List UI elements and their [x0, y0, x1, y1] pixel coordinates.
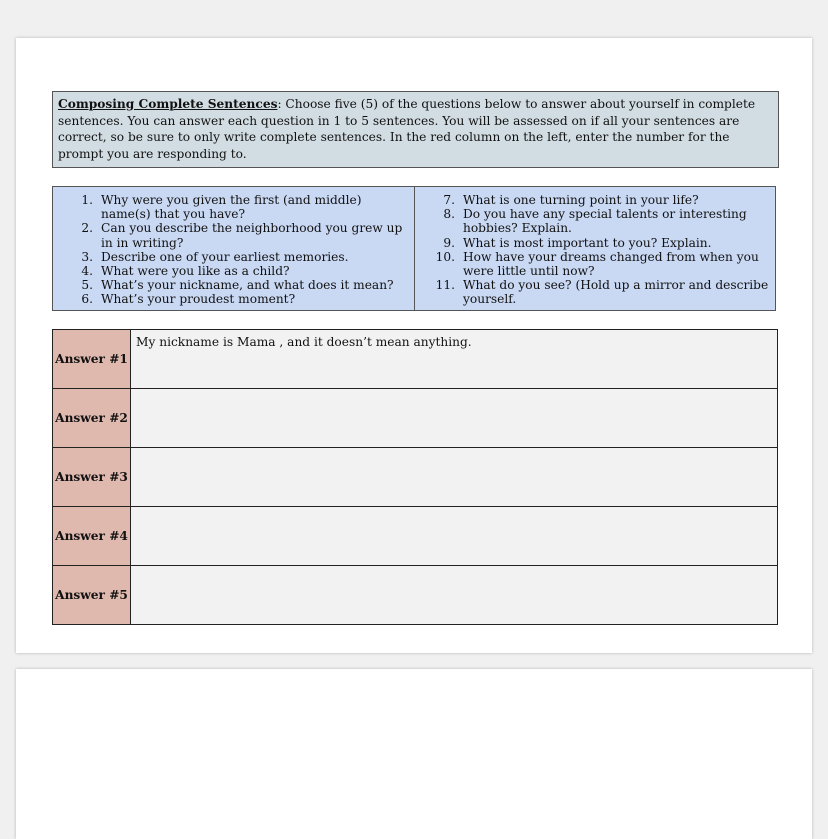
answer-cell[interactable]: [131, 389, 778, 448]
answer-row: [53, 330, 778, 389]
prompt-number: 11.: [435, 278, 455, 293]
answer-cell[interactable]: [131, 566, 778, 625]
instructions-box: [52, 91, 779, 168]
prompt-number: 10.: [435, 249, 455, 264]
prompt-item: [433, 278, 769, 306]
prompt-number: 6.: [81, 292, 93, 307]
prompt-item: [71, 292, 410, 306]
answer-label: Answer #3: [53, 448, 131, 507]
prompt-item: [71, 278, 410, 292]
answer-label: Answer #5: [53, 566, 131, 625]
answer-cell[interactable]: [131, 448, 778, 507]
prompt-number: 5.: [81, 278, 93, 293]
prompt-item: [433, 250, 769, 278]
prompt-number: 8.: [443, 207, 455, 222]
prompt-item: [433, 236, 769, 250]
prompt-text: How have your dreams changed from when you were little until now?: [463, 249, 759, 279]
prompt-number: 7.: [443, 193, 455, 207]
prompt-text: What do you see? (Hold up a mirror and describe yourself.: [463, 278, 769, 307]
prompt-text: What’s your proudest moment?: [101, 292, 296, 307]
prompt-number: 9.: [443, 235, 455, 250]
prompt-text: Why were you given the first (and middle) name(s) that you have?: [101, 193, 362, 222]
prompt-number: 1.: [81, 193, 93, 207]
prompt-item: [71, 250, 410, 264]
prompt-text: Do you have any special talents or interesting hobbies? Explain.: [463, 207, 747, 236]
document-page-2: [16, 669, 812, 839]
answer-row: [53, 389, 778, 448]
answer-row: [53, 566, 778, 625]
answer-row: [53, 448, 778, 507]
prompts-right-column: [415, 187, 775, 310]
prompt-item: [71, 221, 410, 249]
document-page-1: [16, 38, 812, 653]
instructions-text: : Choose five (5) of the questions below to answer about yourself in complete sentences. You can answer each question in 1 to 5 sentences. You will be assessed on if all your sentences are correct, so be sure to only write complete sentences. In the red column on the left, enter the number for the prompt you are responding to.: [58, 97, 756, 161]
prompt-text: What were you like as a child?: [101, 264, 290, 279]
prompt-text: Describe one of your earliest memories.: [101, 249, 349, 264]
prompt-item: [433, 207, 769, 235]
prompt-text: What is one turning point in your life?: [463, 193, 699, 207]
answers-table: [52, 329, 778, 625]
prompt-text: What is most important to you? Explain.: [463, 235, 712, 250]
prompt-number: 4.: [81, 264, 93, 279]
answer-cell[interactable]: [131, 507, 778, 566]
prompt-item: [433, 193, 769, 207]
prompt-item: [71, 193, 410, 221]
answer-cell[interactable]: My nickname is Mama , and it doesn’t mean anything.: [131, 330, 778, 389]
prompt-text: Can you describe the neighborhood you grew up in in writing?: [101, 221, 403, 250]
answer-label: Answer #2: [53, 389, 131, 448]
prompts-left-column: [53, 187, 415, 310]
prompt-number: 3.: [81, 249, 93, 264]
answer-row: [53, 507, 778, 566]
prompt-item: [71, 264, 410, 278]
instructions-title: Composing Complete Sentences: [58, 97, 278, 111]
answer-label: Answer #4: [53, 507, 131, 566]
prompt-text: What’s your nickname, and what does it mean?: [101, 278, 394, 293]
prompt-number: 2.: [81, 221, 93, 236]
prompts-table: [52, 186, 776, 311]
answer-label: Answer #1: [53, 330, 131, 389]
